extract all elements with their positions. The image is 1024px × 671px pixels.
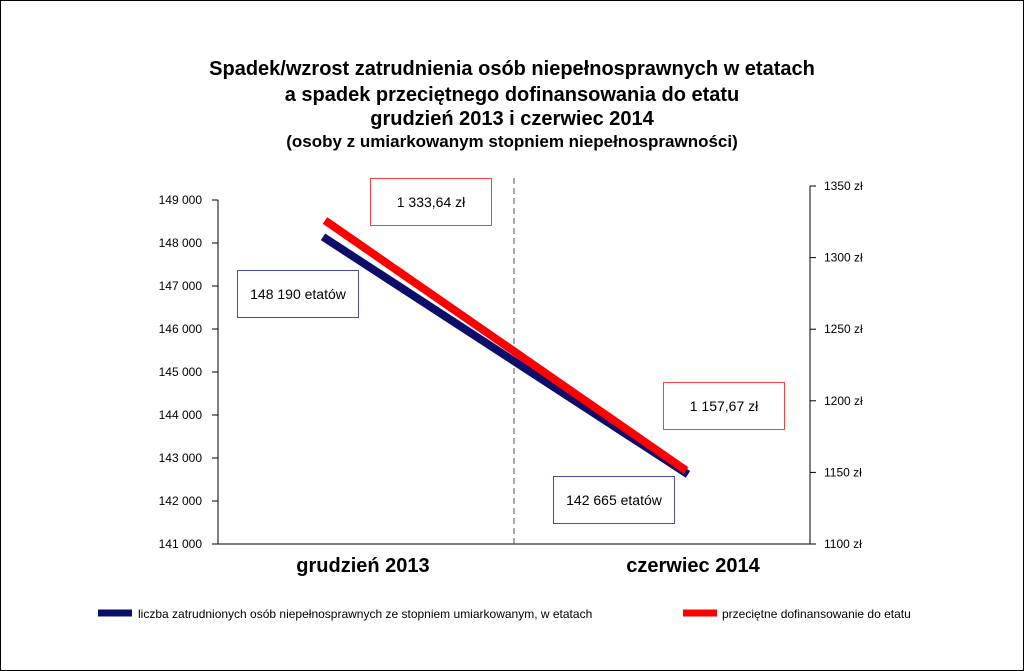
right-axis-tick-label: 1350 zł bbox=[824, 179, 863, 193]
chart-subtitle: (osoby z umiarkowanym stopniem niepełnosprawności) bbox=[286, 132, 738, 151]
x-axis-category-label: grudzień 2013 bbox=[296, 555, 430, 577]
legend-label-employment: liczba zatrudnionych osób niepełnosprawnych ze stopniem umiarkowanym, w etatach bbox=[138, 607, 593, 621]
left-axis-tick-label: 145 000 bbox=[158, 365, 202, 379]
left-axis-tick-label: 147 000 bbox=[158, 279, 202, 293]
chart-title-line-1: Spadek/wzrost zatrudnienia osób niepełnosprawnych w etatach bbox=[209, 58, 815, 80]
left-axis-tick-label: 143 000 bbox=[158, 451, 202, 465]
right-axis-tick-label: 1300 zł bbox=[824, 250, 863, 265]
left-axis-tick-label: 142 000 bbox=[158, 494, 202, 508]
chart-title-line-3: grudzień 2013 i czerwiec 2014 bbox=[370, 108, 654, 130]
left-axis-tick-label: 146 000 bbox=[158, 322, 202, 336]
right-axis-tick-label: 1200 zł bbox=[824, 393, 863, 408]
data-label-funding-dec2013: 1 333,64 zł bbox=[370, 178, 492, 226]
left-axis-tick-label: 149 000 bbox=[158, 193, 202, 207]
series-line-employment bbox=[323, 237, 688, 475]
data-label-employment-jun2014: 142 665 etatów bbox=[553, 476, 675, 524]
left-axis-tick-label: 141 000 bbox=[158, 537, 202, 551]
data-label-employment-dec2013: 148 190 etatów bbox=[237, 270, 359, 318]
right-axis-tick-label: 1150 zł bbox=[824, 465, 862, 480]
legend-label-funding: przeciętne dofinansowanie do etatu bbox=[722, 607, 911, 621]
series-line-funding bbox=[325, 220, 686, 470]
x-axis-category-label: czerwiec 2014 bbox=[626, 555, 760, 577]
data-label-funding-jun2014: 1 157,67 zł bbox=[663, 382, 785, 430]
right-axis-tick-label: 1100 zł bbox=[824, 537, 862, 551]
left-axis-tick-label: 144 000 bbox=[158, 408, 202, 422]
left-axis-tick-label: 148 000 bbox=[158, 236, 202, 250]
right-axis-tick-label: 1250 zł bbox=[824, 322, 863, 337]
chart-title-line-2: a spadek przeciętnego dofinansowania do etatu bbox=[284, 84, 740, 106]
